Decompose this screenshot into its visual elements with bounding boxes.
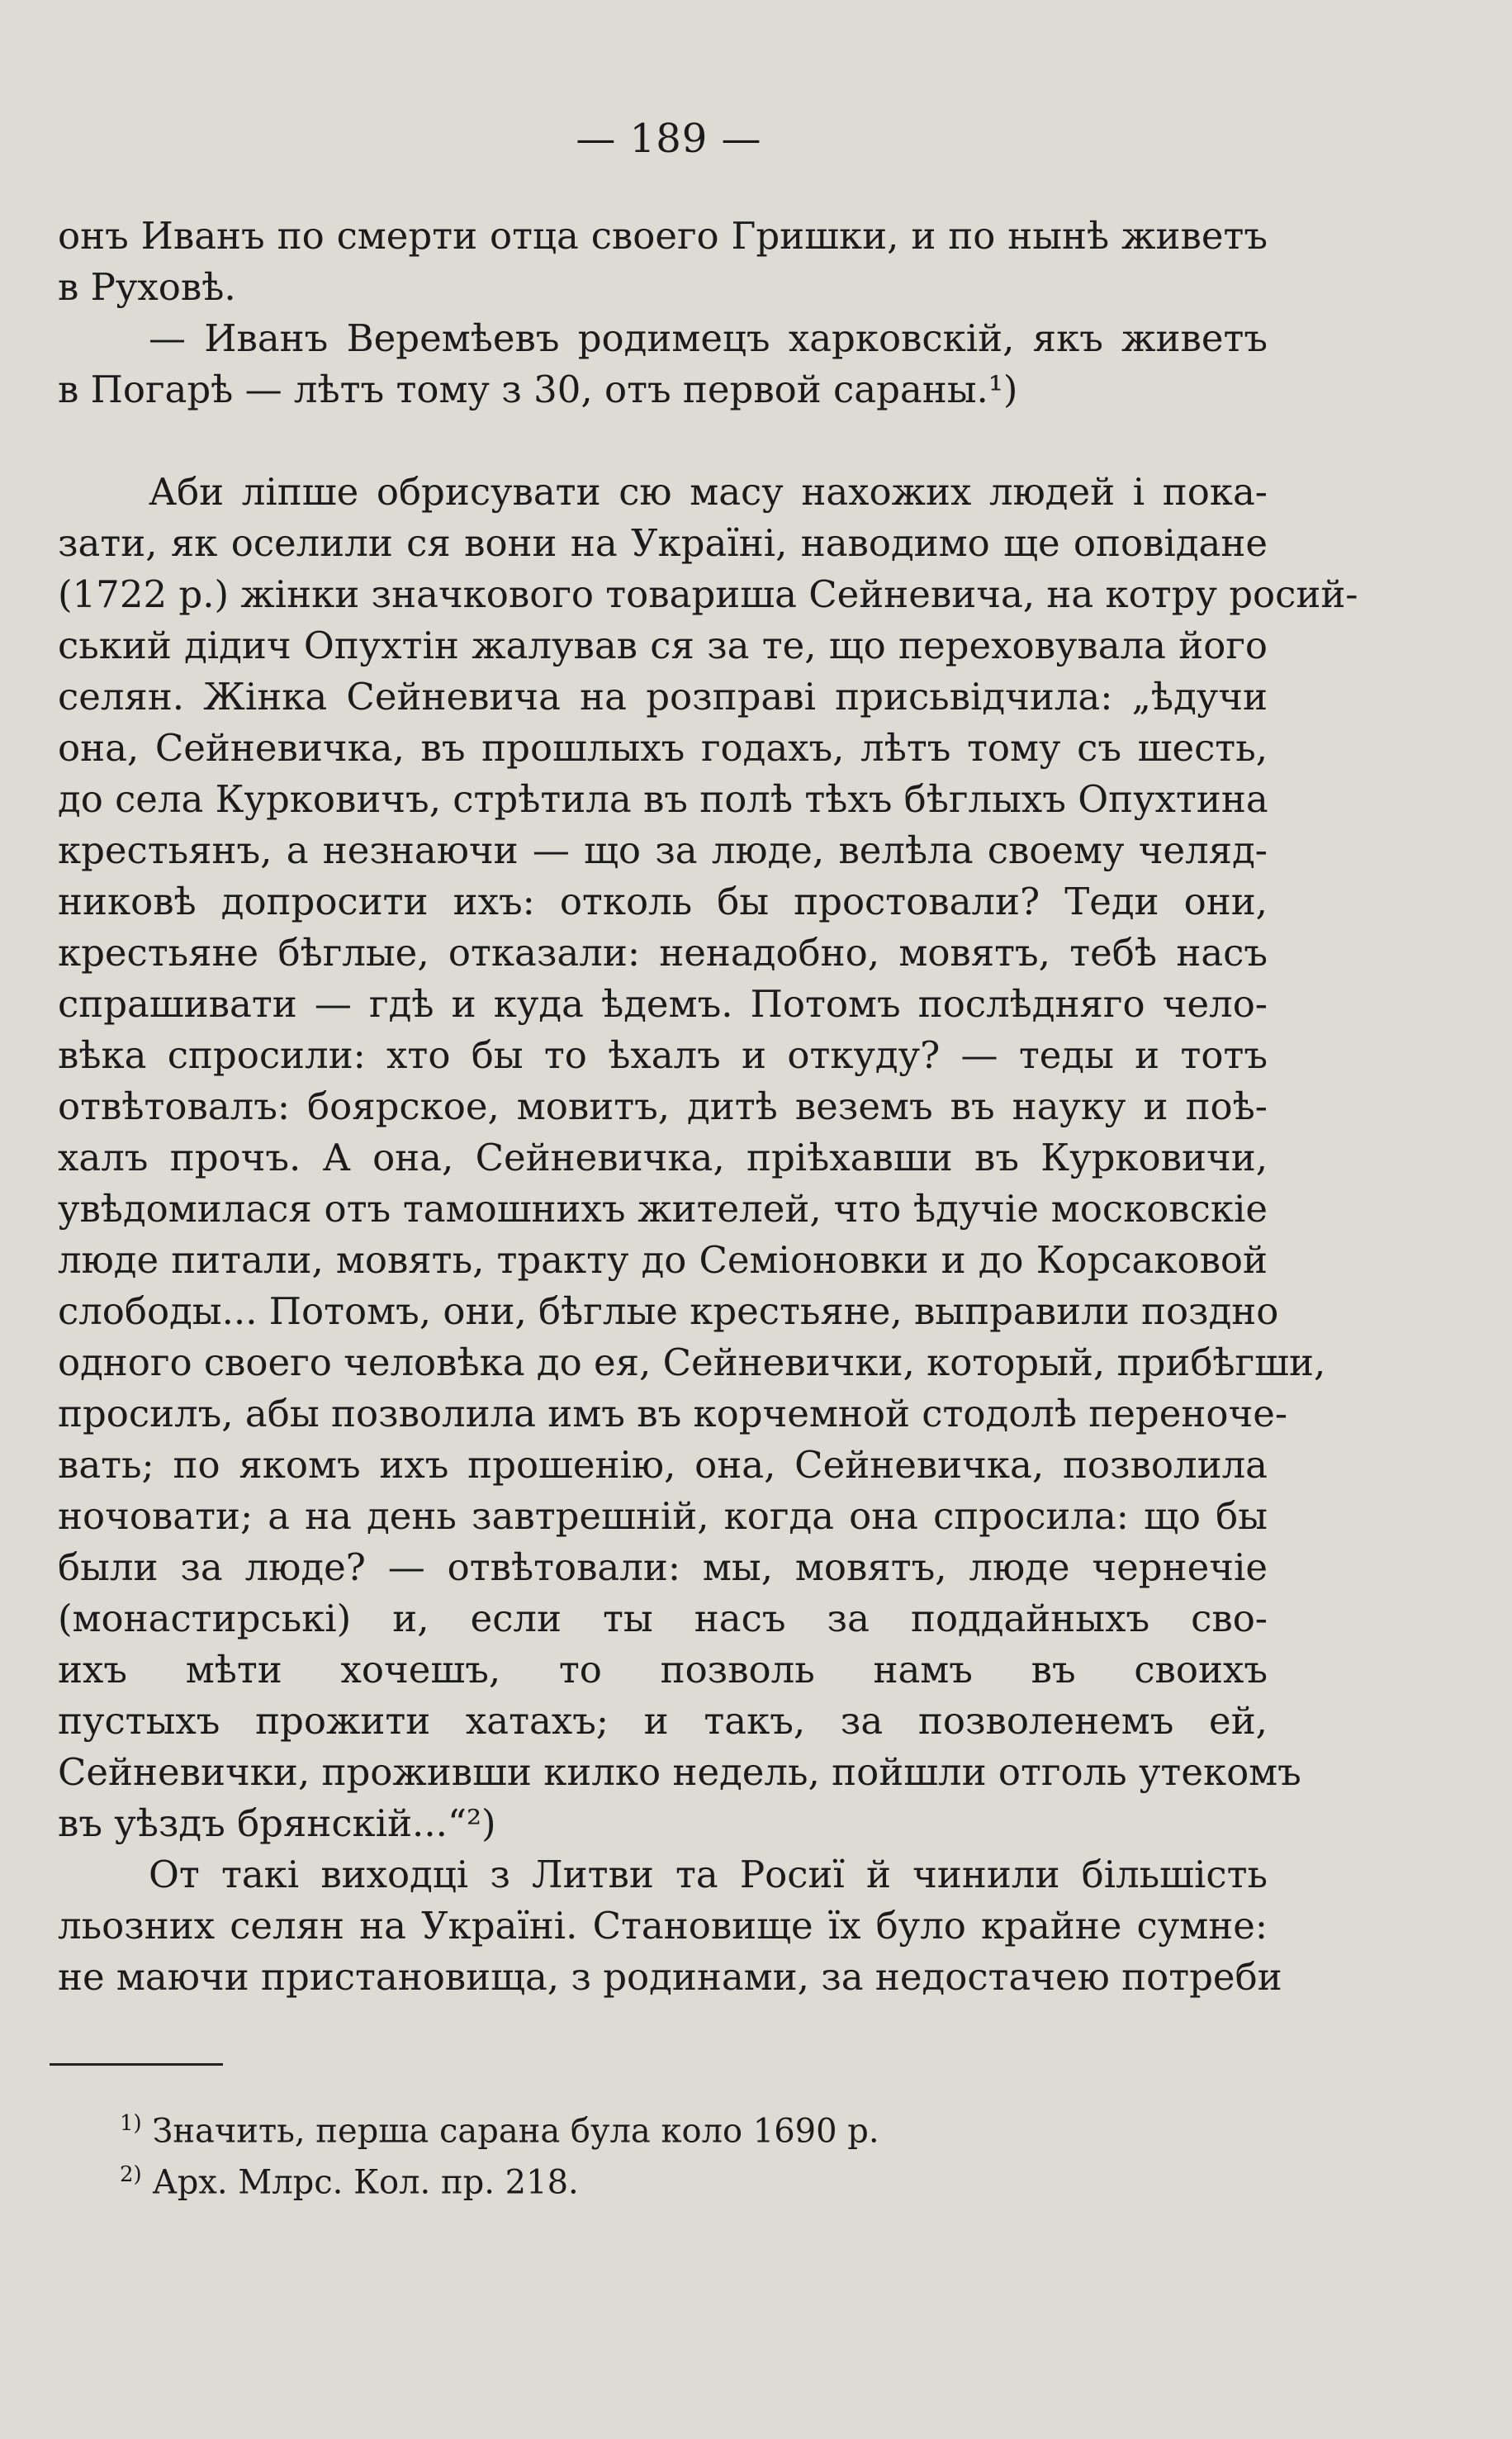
text-line: въ уѣздъ брянскій...“²) [58,1801,496,1845]
text-line: ночовати; а на день завтрешній, когда она спросила: що бы [58,1494,1268,1538]
page-number: — 189 — [576,116,762,162]
text-line: онъ Иванъ по смерти отца своего Гришки, и по нынѣ живетъ [58,214,1268,258]
text-line: просилъ, абы позволила имъ въ корчемной стодолѣ переночe- [58,1392,1288,1435]
footnote-text: Арх. Млрс. Кол. пр. 218. [152,2163,579,2202]
text-line: отвѣтовалъ: боярское, мовитъ, дитѣ веземъ въ науку и поѣ- [58,1084,1268,1128]
text-line: в Погарѣ — лѣтъ тому з 30, отъ первой сараны.¹) [58,368,1018,411]
text-line: одного своего человѣка до ея, Сейневички, который, прибѣгши, [58,1341,1326,1384]
paragraph [58,313,1268,415]
footnote-mark: 2) [120,2162,142,2187]
paragraph-gap [58,415,1268,467]
text-line: (1722 р.) жінки значкового товариша Сейневича, на котру росий- [58,572,1358,616]
text-line: ський дідич Опухтін жалував ся за те, що переховувала його [58,624,1268,667]
text-line: льозних селян на Україні. Становище їх було крайне сумне: [58,1904,1268,1948]
text-line: она, Сейневичка, въ прошлыхъ годахъ, лѣтъ тому съ шесть, [58,726,1268,770]
footnote-mark: 1) [120,2111,142,2136]
text-line: крестьяне бѣглые, отказали: ненадобно, мовятъ, тебѣ насъ [58,931,1268,975]
text-line: увѣдомилася отъ тамошнихъ жителей, что ѣдучіе московскіе [58,1187,1268,1231]
text-line: до села Курковичъ, стрѣтила въ полѣ тѣхъ бѣглыхъ Опухтина [58,777,1268,821]
text-line: Сейневички, проживши килко недель, пойшли отголь утекомъ [58,1750,1301,1794]
footnote [120,2149,1193,2200]
text-line: в Руховѣ. [58,265,236,309]
text-line: спрашивати — гдѣ и куда ѣдемъ. Потомъ послѣдняго чело- [58,982,1268,1026]
text-line: пустыхъ прожити хатахъ; и такъ, за позволенемъ ей, [58,1699,1268,1743]
text-line: ихъ мѣти хочешъ, то позволь намъ въ своихъ [58,1648,1268,1692]
text-line: никовѣ допросити ихъ: отколь бы простовали? Теди они, [58,880,1268,923]
text-line: люде питали, мовять, тракту до Семіоновки и до Корсаковой [58,1238,1268,1282]
text-line: халъ прочъ. А она, Сейневичка, пріѣхавши въ Курковичи, [58,1136,1268,1179]
text-line: зати, як оселили ся вони на Україні, наводимо ще оповідане [58,521,1268,565]
text-line: не маючи пристановища, з родинами, за недостачею потреби [58,1955,1282,1999]
text-line: (монастирські) и, если ты насъ за поддайныхъ сво- [58,1597,1268,1640]
text-line: — Иванъ Веремѣевъ родимецъ харковскій, якъ живетъ [149,316,1268,360]
text-line: От такі виходці з Литви та Росиї й чинили більшість [149,1853,1268,1896]
text-line: вѣка спросили: хто бы то ѣхалъ и откуду? — теды и тотъ [58,1033,1268,1077]
text-line: селян. Жінка Сейневича на розправі присьвідчила: „ѣдучи [58,675,1268,719]
body-text [58,211,1358,2003]
text-line: Аби ліпше обрисувати сю масу нахожих людей і пока- [149,470,1268,514]
paragraph [58,467,1358,1849]
paragraph [58,1849,1282,2003]
text-line: слободы... Потомъ, они, бѣглые крестьяне, выправили поздно [58,1289,1279,1333]
footnote-text: Значить, перша сарана була коло 1690 р. [152,2112,879,2151]
footnotes [120,2098,1193,2200]
text-line: крестьянъ, а незнаючи — що за люде, велѣла своему челяд- [58,828,1268,872]
text-line: вать; по якомъ ихъ прошенію, она, Сейневичка, позволила [58,1443,1268,1487]
paragraph [58,211,1268,313]
footnote-rule [50,2063,223,2066]
footnote [120,2098,1193,2149]
text-line: были за люде? — отвѣтовали: мы, мовятъ, люде чернечіе [58,1545,1268,1589]
